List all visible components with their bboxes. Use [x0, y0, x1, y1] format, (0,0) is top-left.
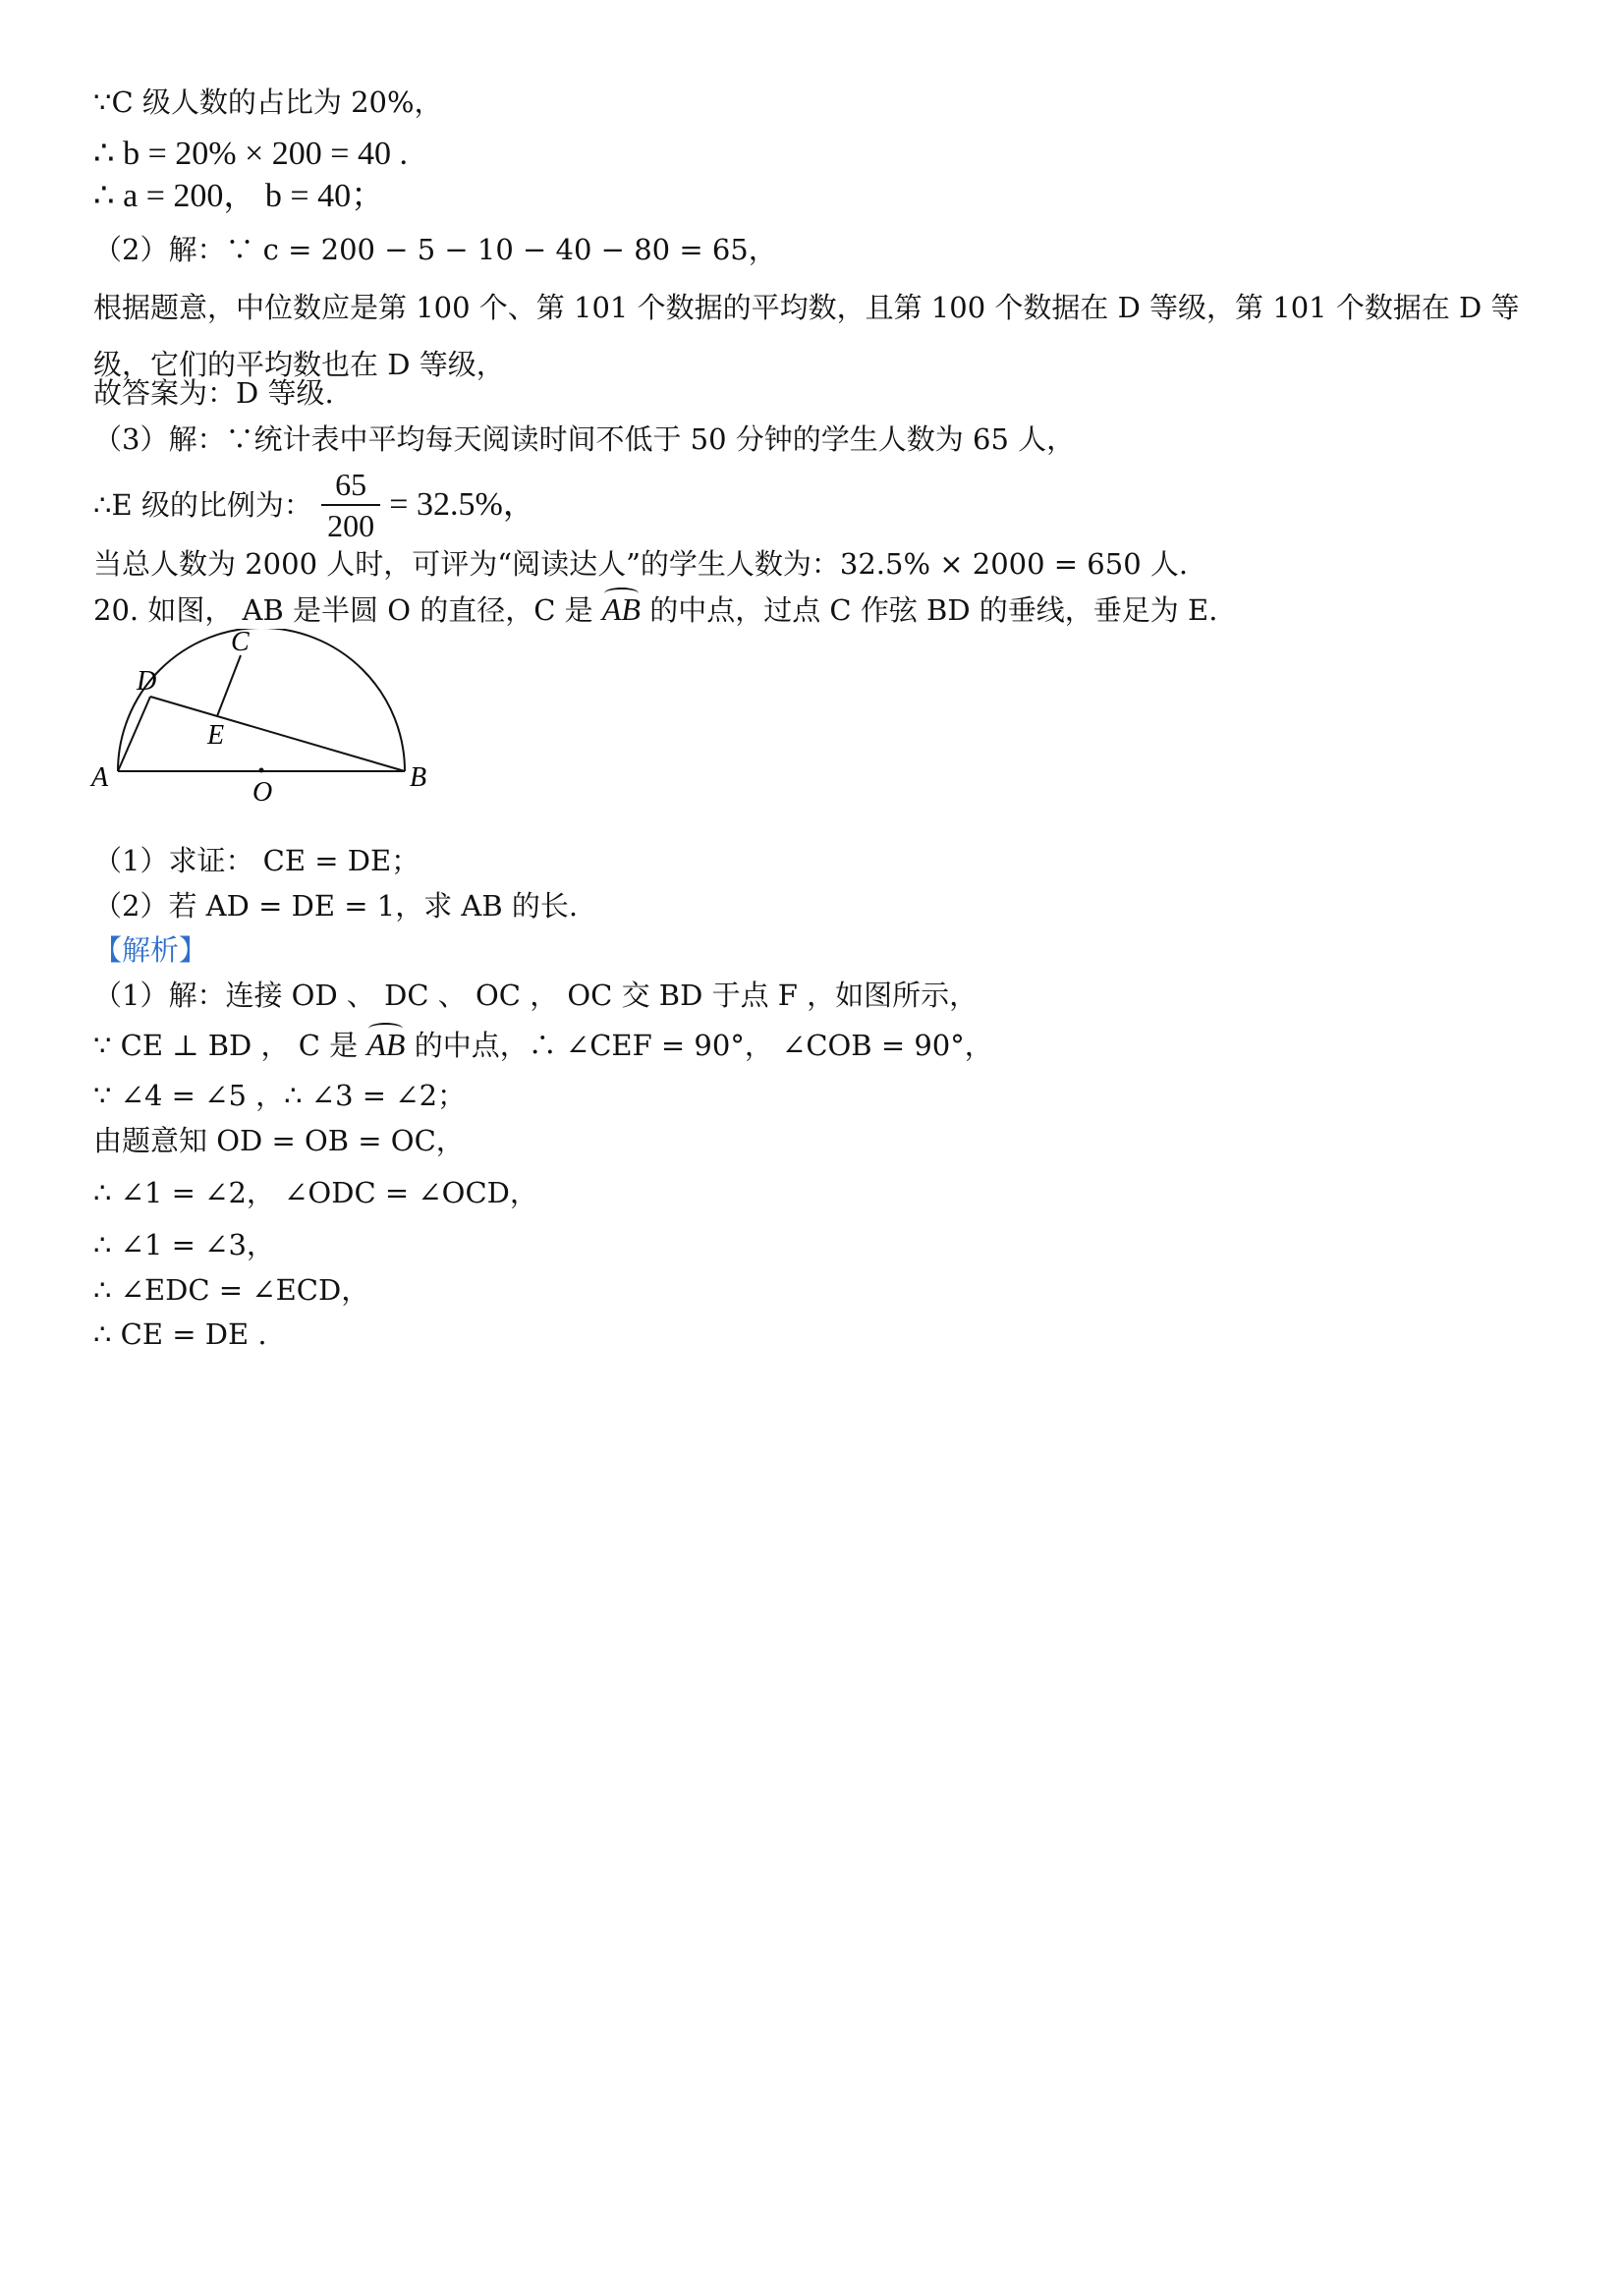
part-1-question: （1）求证： CE = DE； [93, 844, 420, 877]
analysis-heading: 【解析】 [93, 933, 208, 967]
fraction-numerator: 65 [321, 465, 380, 506]
ratio-result: = 32.5%， [389, 486, 536, 523]
solution-line-2 [93, 1025, 993, 1065]
solution-line-4: 由题意知 OD = OB = OC， [93, 1124, 465, 1157]
text-line-5: 根据题意，中位数应是第 100 个、第 101 个数据的平均数，且第 100 个数据在 D 等级，第 101 个数据在 D 等级，它们的平均数也在 D 等级， [93, 291, 1520, 381]
label-a: A [91, 762, 109, 793]
label-e: E [207, 720, 225, 751]
text-line-7: （3）解：∵统计表中平均每天阅读时间不低于 50 分钟的学生人数为 65 人， [93, 422, 1076, 456]
solution-line-1: （1）解：连接 OD 、 DC 、 OC ， OC 交 BD 于点 F ，如图所示， [93, 979, 979, 1012]
ratio-line [93, 465, 536, 543]
solution-line-5: ∴ ∠1 = ∠2， ∠ODC = ∠OCD， [93, 1176, 538, 1209]
label-b: B [410, 762, 427, 793]
fraction-denominator: 200 [327, 508, 375, 543]
text-line-4: （2）解：∵ c = 200 − 5 − 10 − 40 − 80 = 65， [93, 233, 777, 266]
text-line-10: 当总人数为 2000 人时，可评为“阅读达人”的学生人数为：32.5% × 2000 = 650 人. [93, 547, 1189, 581]
text-line-6: 故答案为：D 等级. [93, 376, 334, 410]
text-line-2: ∴ b = 20% × 200 = 40 . [93, 136, 408, 172]
solution-line-3: ∵ ∠4 = ∠5 ，∴ ∠3 = ∠2； [93, 1079, 467, 1112]
solution-line-8: ∴ CE = DE . [93, 1317, 267, 1351]
question-20-part1: 20. 如图， AB 是半圆 O 的直径，C 是 [93, 593, 593, 627]
question-20 [93, 589, 1217, 630]
fraction [321, 465, 380, 545]
label-d: D [137, 666, 157, 697]
text-line-3: ∴ a = 200， b = 40； [93, 178, 385, 214]
label-o: O [252, 777, 273, 808]
ratio-label: ∴E 级的比例为： [93, 488, 312, 522]
solution-line-2-part1: ∵ CE ⊥ BD ， C 是 [93, 1029, 359, 1062]
solution-line-6: ∴ ∠1 = ∠3， [93, 1228, 275, 1261]
question-20-part2: 的中点，过点 C 作弦 BD 的垂线，垂足为 E. [649, 593, 1218, 627]
arc-ab-symbol: AB [601, 591, 641, 627]
solution-line-7: ∴ ∠EDC = ∠ECD， [93, 1273, 370, 1307]
label-c: C [231, 629, 250, 657]
part-2-question: （2）若 AD = DE = 1，求 AB 的长. [93, 889, 579, 923]
arc-ab-symbol-2: AB [366, 1027, 406, 1062]
figure-labels-extra [84, 629, 437, 825]
text-line-1: ∵C 级人数的占比为 20%， [93, 85, 443, 119]
solution-line-2-part2: 的中点，∴ ∠CEF = 90°， ∠COB = 90°， [414, 1029, 993, 1062]
